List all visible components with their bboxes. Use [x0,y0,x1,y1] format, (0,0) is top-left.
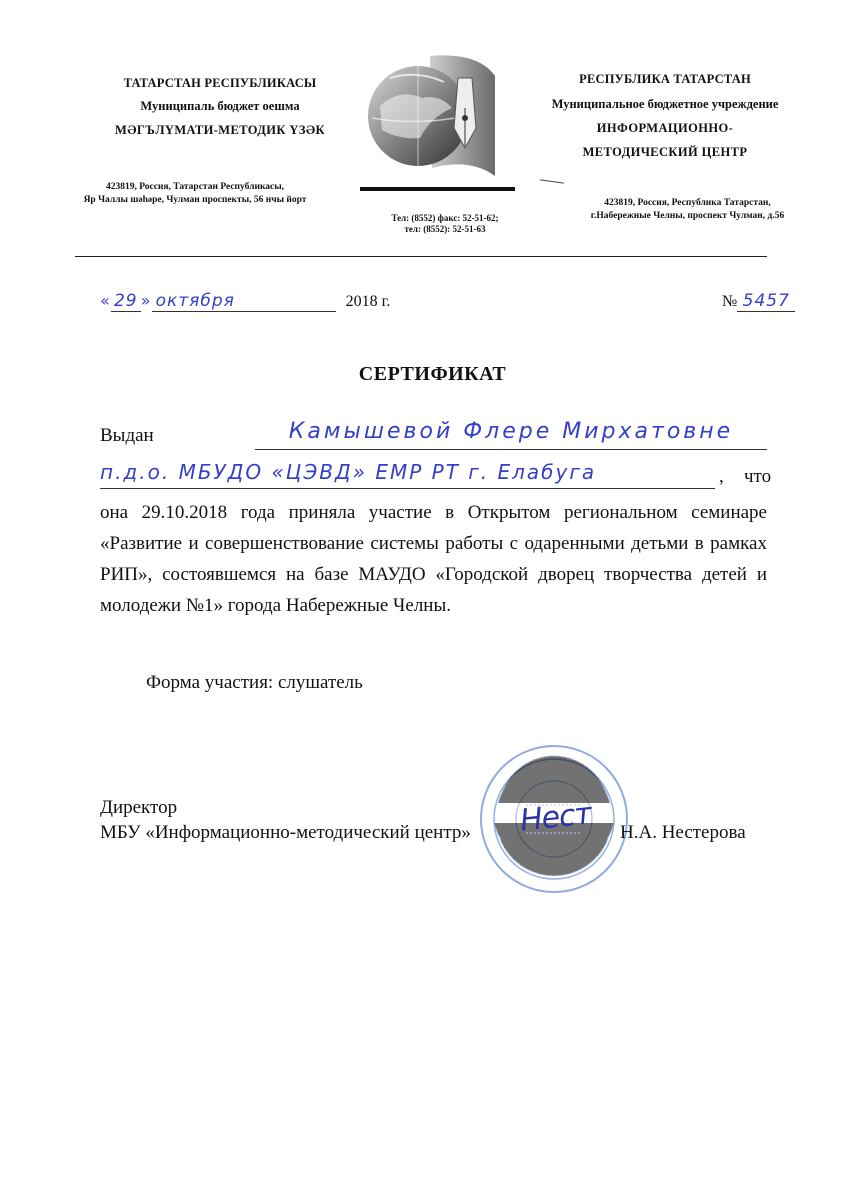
issued-org: п.д.о. МБУДО «ЦЭВД» ЕМР РТ г. Елабуга [100,460,715,489]
phone-line1: Тел: (8552) факс: 52-51-62; [391,213,499,223]
header-left-line2: Муниципаль бюджет оешма [140,99,300,113]
participation-form: Форма участия: слушатель [146,672,363,693]
header-right-addr1: 423819, Россия, Республика Татарстан, [604,198,771,208]
signature-name: Н.А. Нестерова [620,822,746,843]
header-right [520,72,810,160]
phone-line2: тел: (8552): 52-51-63 [404,224,486,234]
cert-number [722,291,802,312]
number-label: № [722,293,738,310]
date-day: 29 [111,291,141,312]
issued-comma: , [719,466,724,487]
header-left [75,76,365,138]
header-left-line3: МӘГЪЛҮМАТИ-МЕТОДИК ҮЗӘК [115,123,325,137]
date-open-quote: « [100,291,111,310]
page-title: СЕРТИФИКАТ [358,363,507,385]
header-right-line2: Муниципальное бюджетное учреждение [551,97,779,111]
logo [360,48,520,198]
date-close-quote: » [140,291,152,310]
header-left-addr1: 423819, Россия, Татарстан Республикасы, [105,182,285,192]
signature-title1: Директор [100,797,178,818]
header-divider [75,256,767,257]
header-right-line3: ИНФОРМАЦИОННО- [596,121,734,135]
number-value: 5457 [737,291,795,312]
header-right-line4: МЕТОДИЧЕСКИЙ ЦЕНТР [582,145,748,159]
date-line [100,291,400,317]
header-right-line1: РЕСПУБЛИКА ТАТАРСТАН [579,72,751,86]
date-year: 2018 г. [345,293,391,310]
header-left-line1: ТАТАРСТАН РЕСПУБЛИКАСЫ [123,76,317,90]
date-month: октября [152,291,336,312]
header-right-addr2: г.Набережные Челны, проспект Чулман, д.56 [590,211,785,221]
main-paragraph: она 29.10.2018 года приняла участие в Открытом региональном семинаре «Развитие и совершенствование системы работы с одаренными детьми в рамках РИП», состоявшемся на базе МАУДО «Городской дворец творчества детей и молодежи №1» города Набережные Челны. [100,502,767,616]
issued-name: Камышевой Флере Мирхатовне [255,419,767,450]
header-left-addr2: Яр Чаллы шәһәре, Чулман проспекты, 56 нчы йорт [83,195,307,205]
handwritten-signature: Нест [518,796,593,839]
issued-tail: что [744,466,772,487]
header-center-phones [350,213,540,235]
header-left-address [40,181,350,207]
issued-label: Выдан [100,425,154,446]
signature-title2: МБУ «Информационно-методический центр» [100,822,471,843]
header-right-address [545,197,830,223]
header-right-dash [540,179,564,183]
